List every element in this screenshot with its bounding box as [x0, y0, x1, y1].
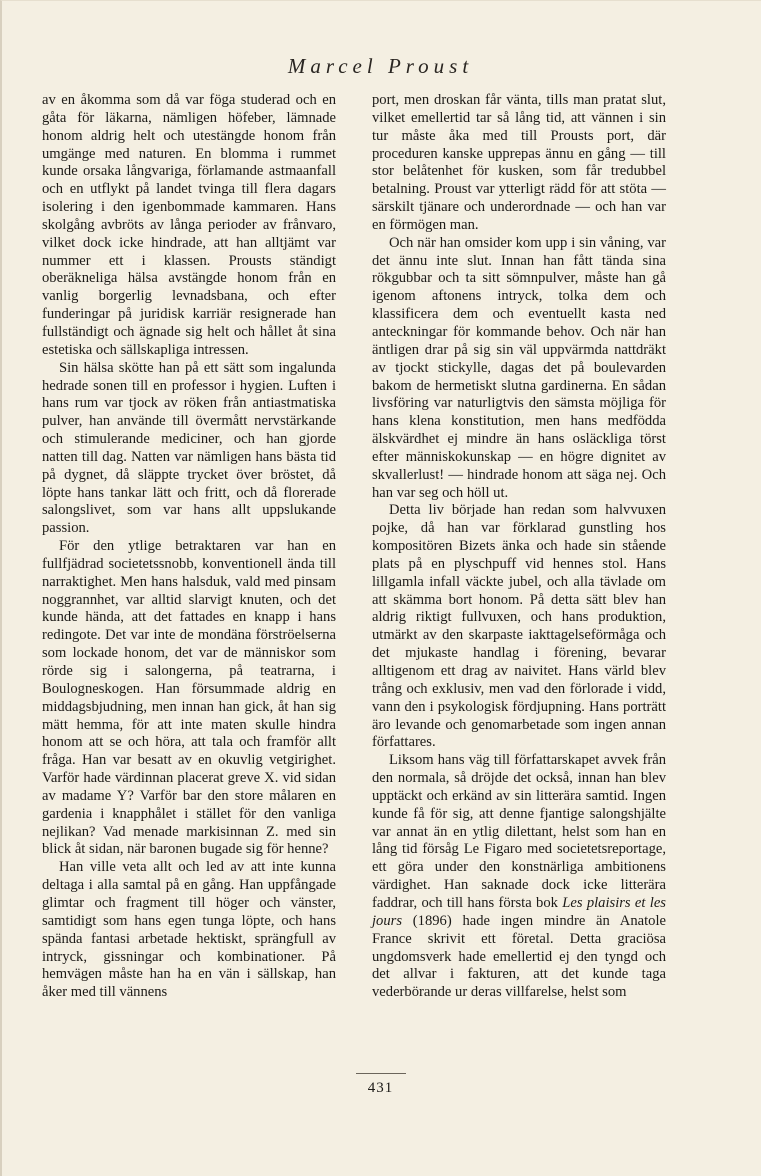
- page-number-rule: [356, 1073, 406, 1074]
- left-paragraph-2: Sin hälsa skötte han på ett sätt som ingalunda hedrade sonen till en professor i hygien. Luften i hans rum var tjock av röken från antiastmatiska pulver, han använde till övermått nervstärkande och stimulerande mediciner, och han gjorde natten till dag. Natten var nämligen hans bästa tid på dygnet, då släppte trycket över bröstet, då löpte hans tankar lätt och fritt, och då florerade salongslivet, som var hans allt uppslukande passion.: [42, 359, 336, 537]
- right-paragraph-1: port, men droskan får vänta, tills man pratat slut, vilket emellertid tar så lång tid, att vännen i sin tur måste åka med till Prousts port, där proceduren kanske upprepas ännu en gång — till stor belåtenhet för kusken, som får tredubbel betalning. Proust var ytterligt rädd för att stöta — särskilt tjänare och underordnade — och han var en förmögen man.: [372, 92, 666, 233]
- right-paragraph-2: Och när han omsider kom upp i sin våning, var det ännu inte slut. Innan han fått tända sina rökgubbar och ta sitt sömnpulver, måste han gå igenom aftonens intryck, tolka dem och klassificera dem och eventuellt kasta ned anteckningar för kommande behov. Och när han äntligen drar på sig sin väl uppvärmda nattdräkt av tjockt stickylle, dagas det på boulevarden bakom de hermetiskt slutna gardinerna. En sådan livsföring var naturligtvis den sämsta möjliga för hans klena konstitution, men hans medfödda älskvärdhet ej mindre än hans osläckliga törst efter människokunskap — en högre dignitet av skvallerlust! — hindrade honom att säga nej. Och han var seg och höll ut.: [372, 234, 666, 501]
- running-title: Marcel Proust: [287, 54, 474, 78]
- left-column: [42, 92, 336, 1002]
- left-paragraph-3: För den ytlige betraktaren var han en fullfjädrad societetssnobb, konventionell ända till narraktighet. Men hans halsduk, vald med pinsam noggrannhet, var alltid slarvigt knuten, och det kunde hända, att det fattades en knapp i hans redingote. Det var inte de mondäna förströelserna som lockade honom, det var de människor som rörde sig i salongerna, på teatrarna, i Boulogneskogen. Han försummade aldrig en middagsbjudning, men innan han gick, åt han sig mätt hemma, för att inte maten skulle hindra honom att se och höra, att tala och framför allt fråga. Han var besatt av en okuvlig vetgirighet. Varför hade värdinnan placerat greve X. vid sidan av madame Y? Varför bar den store målaren en gardenia i knapphålet i stället för den vanliga nejlikan? Vad menade markisinnan Z. med sin blick åt sidan, när baronen bugade sig för henne?: [42, 538, 336, 858]
- paragraph-text-after-title: (1896) hade ingen mindre än Anatole France skrivit ett företal. Detta graciösa ungdomsverk hade emellertid ej den tyngd och det allvar i fakturen, att det kunde taga vederbörande ur deras villfarelse, helst som: [372, 912, 666, 1001]
- left-paragraph-4: Han ville veta allt och led av att inte kunna deltaga i alla samtal på en gång. Han uppfångade glimtar och fragment till höger och vänster, samtidigt som hans egen tunga löpte, och hans spända fantasi arbetade hektiskt, sprängfull av intryck, gissningar och kombinationer. På hemvägen måste han ha en vän i sällskap, han åker med till vännens: [42, 859, 336, 1001]
- page-number: 431: [367, 1080, 394, 1096]
- right-paragraph-3: Detta liv började han redan som halvvuxen pojke, då han var förklarad gunstling hos kompositören Bizets änka och hade sin stående plats på en plyschpuff vid hennes stol. Hans lillgamla infall väckte jubel, och alla tävlade om att skämma bort honom. På detta sätt blev han aldrig riktigt fullvuxen, och hans produktion, utmärkt av den skarpaste iakttagelseförmåga och det mjukaste handlag i förening, bevarar alltigenom ett drag av naivitet. Hans värld blev trång och exklusiv, men vad den förlorade i vidd, vann den i psykologisk fördjupning. Hans porträtt äro levande och genomarbetade som ingen annan författares.: [372, 502, 666, 751]
- right-paragraph-4: [372, 752, 666, 1002]
- book-title: Les plaisirs et les jours: [372, 894, 666, 929]
- left-paragraph-1: av en åkomma som då var föga studerad och en gåta för läkarna, nämligen höfeber, lämnade honom aldrig helt och utestängde honom från umgänge med naturen. En blomma i rummet kunde orsaka långvariga, förlamande astmaanfall och en utflykt på landet tvinga till flera dagars isolering i den igenbommade kammaren. Hans skolgång avbröts av långa perioder av frånvaro, vilket dock icke hindrade, att han alltjämt var nummer ett i klassen. Prousts ständigt oberäkneliga hälsa avstängde honom från en vanlig borgerlig levnadsbana, och efter funderingar på juridisk karriär resignerade han fullständigt och ägnade sig helt och hållet åt sina estetiska och sällskapliga intressen.: [42, 92, 336, 358]
- paragraph-text-before-title: Liksom hans väg till författarskapet avvek från den normala, så dröjde det också, innan han blev upptäckt och erkänd av sin litterära samtid. Ingen kunde få för sig, att denne fjantige salongshjälte var annat än en ytlig dilettant, helst som han en lång tid försåg Le Figaro med societetsreportage, ett göra under den konstnärliga ambitionens värdighet. Han saknade dock icke litterära faddrar, och till hans första bok: [372, 752, 666, 911]
- right-column: [372, 92, 666, 1002]
